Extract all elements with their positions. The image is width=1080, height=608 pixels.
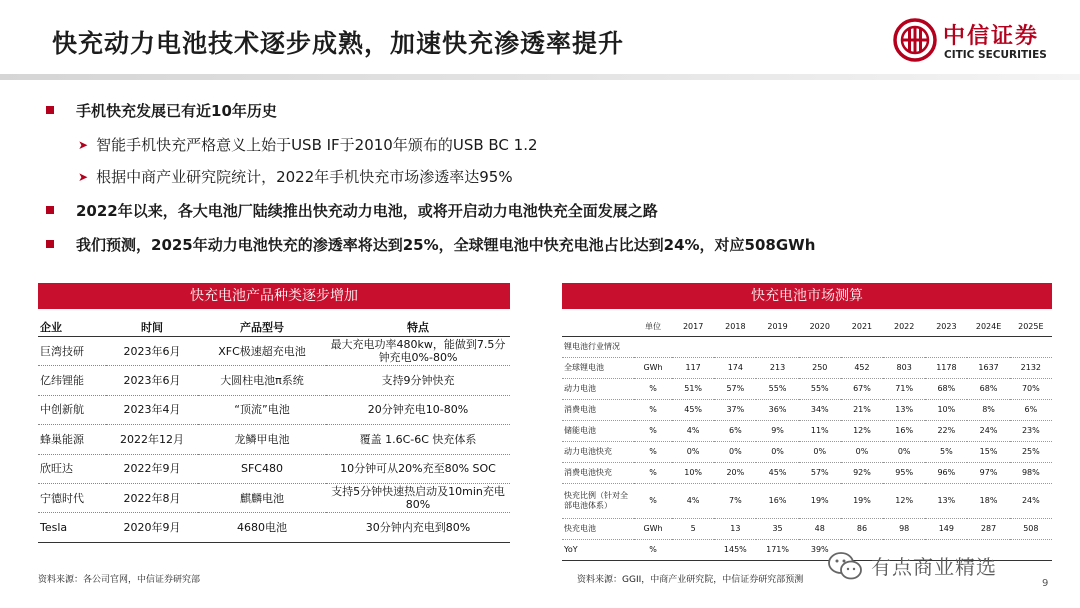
watermark xyxy=(827,549,1037,585)
table-cell: 2023年6月 xyxy=(106,337,198,366)
sub-bullet-item xyxy=(78,166,513,187)
table-cell: 亿纬锂能 xyxy=(38,366,106,395)
table-cell: 22% xyxy=(925,421,967,442)
table-row xyxy=(562,337,1052,358)
table-cell: “顶流”电池 xyxy=(198,395,326,424)
column-header: 2023 xyxy=(925,316,967,337)
table-row xyxy=(562,400,1052,421)
column-header: 产品型号 xyxy=(198,318,326,337)
table-cell: 68% xyxy=(925,379,967,400)
table-cell: 10分钟可从20%充至80% SOC xyxy=(326,454,510,483)
table-cell: 57% xyxy=(799,463,841,484)
table-cell: YoY xyxy=(562,540,634,561)
column-header: 特点 xyxy=(326,318,510,337)
logo-cn-text: 中信证券 xyxy=(943,24,1040,49)
table-cell: 巨湾技研 xyxy=(38,337,106,366)
table-cell xyxy=(883,337,925,358)
table-cell: 57% xyxy=(714,379,756,400)
table-cell: 消费电池快充 xyxy=(562,463,634,484)
table-cell xyxy=(841,337,883,358)
table-cell: 55% xyxy=(799,379,841,400)
table-cell: 250 xyxy=(799,358,841,379)
slide-header xyxy=(0,0,1080,80)
table-cell xyxy=(672,337,714,358)
table-cell: % xyxy=(634,379,672,400)
table-cell: 覆盖 1.6C-6C 快充体系 xyxy=(326,425,510,454)
table-cell: 6% xyxy=(1010,400,1052,421)
column-header: 2020 xyxy=(799,316,841,337)
table-cell: 6% xyxy=(714,421,756,442)
table-cell: 171% xyxy=(756,540,798,561)
table-cell: 全球锂电池 xyxy=(562,358,634,379)
bullet-item xyxy=(46,200,658,221)
table-cell: 快充电池 xyxy=(562,519,634,540)
table-cell: 9% xyxy=(756,421,798,442)
column-header: 2021 xyxy=(841,316,883,337)
table-cell: 16% xyxy=(756,484,798,519)
bullet-text: 2022年以来，各大电池厂陆续推出快充动力电池，或将开启动力电池快充全面发展之路 xyxy=(76,202,658,220)
table-cell: 45% xyxy=(756,463,798,484)
table-cell: 12% xyxy=(841,421,883,442)
table-cell: 4680电池 xyxy=(198,513,326,542)
column-header: 企业 xyxy=(38,318,106,337)
table-cell xyxy=(714,337,756,358)
table-cell: % xyxy=(634,421,672,442)
table-cell: 动力电池快充 xyxy=(562,442,634,463)
table-cell: 24% xyxy=(1010,484,1052,519)
table-cell: 7% xyxy=(714,484,756,519)
table-cell xyxy=(967,337,1009,358)
table-cell: 19% xyxy=(799,484,841,519)
table-cell: 19% xyxy=(841,484,883,519)
table-cell: 储能电池 xyxy=(562,421,634,442)
citic-logo xyxy=(893,18,1063,64)
table-cell: GWh xyxy=(634,358,672,379)
table-header-row xyxy=(562,316,1052,337)
table-cell: % xyxy=(634,400,672,421)
table-cell: 0% xyxy=(883,442,925,463)
table-cell xyxy=(799,337,841,358)
table-cell xyxy=(925,337,967,358)
square-bullet-icon xyxy=(46,206,54,214)
square-bullet-icon xyxy=(46,106,54,114)
table-cell: 15% xyxy=(967,442,1009,463)
table-cell: 大圆柱电池π系统 xyxy=(198,366,326,395)
table-cell: 71% xyxy=(883,379,925,400)
table-cell: 13% xyxy=(883,400,925,421)
table-cell: 1178 xyxy=(925,358,967,379)
table-cell: 支持5分钟快速热启动及10min充电80% xyxy=(326,483,510,512)
table-cell: 5% xyxy=(925,442,967,463)
market-table xyxy=(562,316,1052,561)
table-cell: 287 xyxy=(967,519,1009,540)
table-cell: 98 xyxy=(883,519,925,540)
table-cell: GWh xyxy=(634,519,672,540)
table-cell: 117 xyxy=(672,358,714,379)
table-cell: 2020年9月 xyxy=(106,513,198,542)
table-row xyxy=(38,483,510,512)
table-cell: 18% xyxy=(967,484,1009,519)
table-cell: 452 xyxy=(841,358,883,379)
logo-en-text: CITIC SECURITIES xyxy=(944,49,1047,61)
table-row xyxy=(562,421,1052,442)
table-cell: 35 xyxy=(756,519,798,540)
table-cell: 欣旺达 xyxy=(38,454,106,483)
table-cell: 24% xyxy=(967,421,1009,442)
table1-title: 快充电池产品种类逐步增加 xyxy=(38,283,510,309)
table-cell: 13% xyxy=(925,484,967,519)
table-row xyxy=(562,484,1052,519)
table-cell: 2132 xyxy=(1010,358,1052,379)
table-cell: 快充比例（针对全部电池体系） xyxy=(562,484,634,519)
slide-title: 快充动力电池技术逐步成熟，加速快充渗透率提升 xyxy=(52,29,625,58)
table-row xyxy=(38,395,510,424)
table-cell: 213 xyxy=(756,358,798,379)
table-cell: 95% xyxy=(883,463,925,484)
table-cell: 20% xyxy=(714,463,756,484)
table-row xyxy=(38,425,510,454)
bullet-item xyxy=(46,234,815,255)
table-cell: 蜂巢能源 xyxy=(38,425,106,454)
table-cell: 70% xyxy=(1010,379,1052,400)
table-cell: 2022年9月 xyxy=(106,454,198,483)
square-bullet-icon xyxy=(46,240,54,248)
column-header: 2022 xyxy=(883,316,925,337)
table-cell: 0% xyxy=(714,442,756,463)
table-cell: 0% xyxy=(841,442,883,463)
table-cell: 0% xyxy=(756,442,798,463)
table-cell xyxy=(672,540,714,561)
table-cell: 锂电池行业情况 xyxy=(562,337,634,358)
table-row xyxy=(38,454,510,483)
table-cell: 12% xyxy=(883,484,925,519)
table-row xyxy=(562,519,1052,540)
column-header: 2018 xyxy=(714,316,756,337)
bullet-item xyxy=(46,100,277,121)
table-cell: 支持9分钟快充 xyxy=(326,366,510,395)
table-cell: 2023年6月 xyxy=(106,366,198,395)
table-cell: 1637 xyxy=(967,358,1009,379)
table-cell: 21% xyxy=(841,400,883,421)
table-cell: 145% xyxy=(714,540,756,561)
bullet-text: 智能手机快充严格意义上始于USB IF于2010年颁布的USB BC 1.2 xyxy=(96,136,538,154)
table-cell: % xyxy=(634,540,672,561)
watermark-text: 有点商业精选 xyxy=(871,555,997,579)
table-cell: 30分钟内充电到80% xyxy=(326,513,510,542)
table-cell: 2022年8月 xyxy=(106,483,198,512)
table-cell: 67% xyxy=(841,379,883,400)
table-cell: 174 xyxy=(714,358,756,379)
bullet-text: 根据中商产业研究院统计，2022年手机快充市场渗透率达95% xyxy=(96,168,513,186)
table-cell: 10% xyxy=(925,400,967,421)
citic-logo-icon xyxy=(893,18,937,62)
table-cell: 86 xyxy=(841,519,883,540)
product-table xyxy=(38,318,510,543)
table-cell: % xyxy=(634,442,672,463)
column-header: 2024E xyxy=(967,316,1009,337)
table-cell: 98% xyxy=(1010,463,1052,484)
column-header xyxy=(562,316,634,337)
table-cell: 2023年4月 xyxy=(106,395,198,424)
table-cell: 55% xyxy=(756,379,798,400)
table-cell: 8% xyxy=(967,400,1009,421)
table-row xyxy=(562,463,1052,484)
table-cell: 13 xyxy=(714,519,756,540)
table-cell: 803 xyxy=(883,358,925,379)
table-cell: 45% xyxy=(672,400,714,421)
table-cell: 68% xyxy=(967,379,1009,400)
column-header: 2025E xyxy=(1010,316,1052,337)
arrow-bullet-icon: ➤ xyxy=(78,138,89,152)
table-cell: 0% xyxy=(672,442,714,463)
table-cell: % xyxy=(634,484,672,519)
wechat-icon xyxy=(827,551,863,581)
column-header: 单位 xyxy=(634,316,672,337)
table-cell: 10% xyxy=(672,463,714,484)
table1-source: 资料来源：各公司官网，中信证券研究部 xyxy=(38,575,201,585)
table-cell: 2022年12月 xyxy=(106,425,198,454)
table2-title: 快充电池市场测算 xyxy=(562,283,1052,309)
table-cell: 96% xyxy=(925,463,967,484)
table-cell: 11% xyxy=(799,421,841,442)
table-cell: 麒麟电池 xyxy=(198,483,326,512)
table-cell xyxy=(756,337,798,358)
table-cell: 36% xyxy=(756,400,798,421)
table-cell: 23% xyxy=(1010,421,1052,442)
column-header: 时间 xyxy=(106,318,198,337)
column-header: 2017 xyxy=(672,316,714,337)
column-header: 2019 xyxy=(756,316,798,337)
table2-source: 资料来源：GGII，中商产业研究院，中信证券研究部预测 xyxy=(577,575,804,585)
table-cell: 中创新航 xyxy=(38,395,106,424)
table-cell: 16% xyxy=(883,421,925,442)
table-cell: 508 xyxy=(1010,519,1052,540)
arrow-bullet-icon: ➤ xyxy=(78,170,89,184)
table-header-row xyxy=(38,318,510,337)
table-cell: 最大充电功率480kw，能做到7.5分钟充电0%-80% xyxy=(326,337,510,366)
page-number: 9 xyxy=(1042,578,1049,589)
table-cell: 149 xyxy=(925,519,967,540)
table-row xyxy=(562,379,1052,400)
bullet-text: 我们预测，2025年动力电池快充的渗透率将达到25%，全球锂电池中快充电池占比达到24%，对应508GWh xyxy=(76,236,816,254)
header-divider xyxy=(0,74,1080,80)
table-cell: 龙鳞甲电池 xyxy=(198,425,326,454)
sub-bullet-item xyxy=(78,134,538,155)
table-cell: 宁德时代 xyxy=(38,483,106,512)
table-cell: Tesla xyxy=(38,513,106,542)
table-cell: 0% xyxy=(799,442,841,463)
table-cell: 4% xyxy=(672,421,714,442)
table-cell: 25% xyxy=(1010,442,1052,463)
table-cell: XFC极速超充电池 xyxy=(198,337,326,366)
table-cell: 消费电池 xyxy=(562,400,634,421)
table-cell: 20分钟充电10-80% xyxy=(326,395,510,424)
table-cell: 34% xyxy=(799,400,841,421)
table-cell: % xyxy=(634,463,672,484)
table-cell: 4% xyxy=(672,484,714,519)
bullet-text: 手机快充发展已有近10年历史 xyxy=(76,102,277,120)
table-cell: 92% xyxy=(841,463,883,484)
table-cell: 动力电池 xyxy=(562,379,634,400)
table-cell xyxy=(634,337,672,358)
table-cell: 5 xyxy=(672,519,714,540)
table-row xyxy=(38,337,510,366)
table-cell: 39% xyxy=(799,540,841,561)
table-cell: 48 xyxy=(799,519,841,540)
table-row xyxy=(562,442,1052,463)
table-cell: 97% xyxy=(967,463,1009,484)
table-row xyxy=(38,513,510,542)
table-cell xyxy=(1010,337,1052,358)
table-row xyxy=(562,358,1052,379)
table-row xyxy=(38,366,510,395)
table-cell: 51% xyxy=(672,379,714,400)
table-cell: 37% xyxy=(714,400,756,421)
table-cell: SFC480 xyxy=(198,454,326,483)
